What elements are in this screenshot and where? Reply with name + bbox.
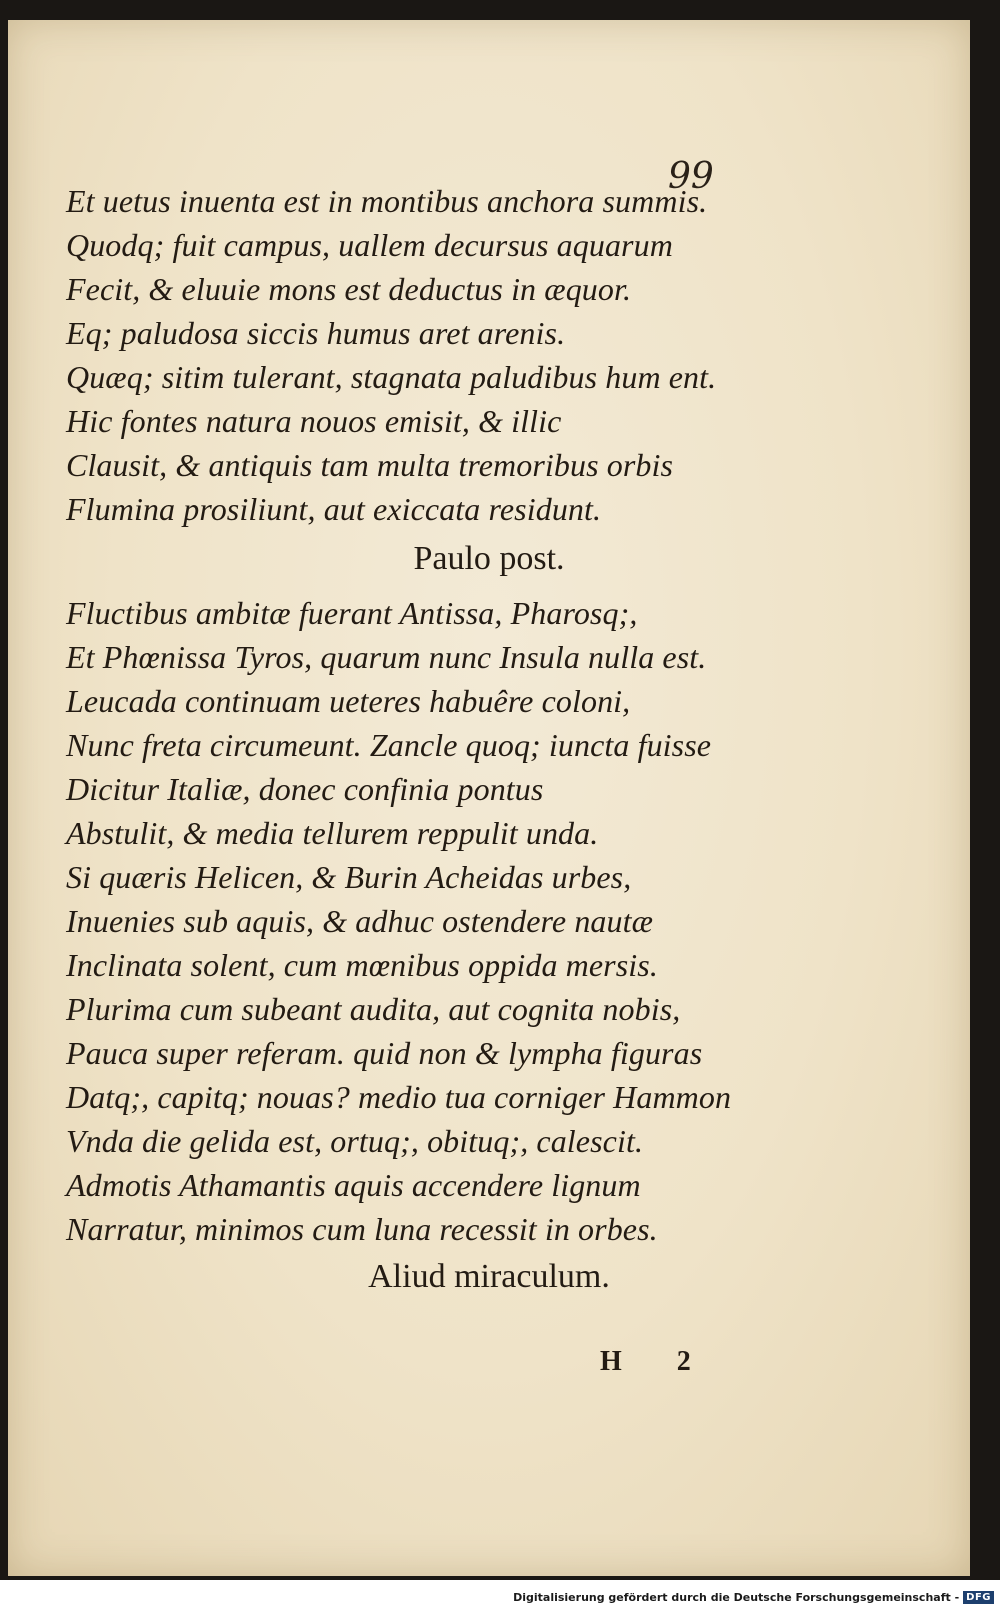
verse-line: Eq; paludosa siccis humus aret arenis. [66, 315, 566, 351]
dfg-logo-icon: DFG [963, 1591, 994, 1604]
verse-line: Leucada continuam ueteres habuêre coloni, [66, 683, 631, 719]
verse-line: Fluctibus ambitæ fuerant Antissa, Pharosq;, [66, 595, 638, 631]
verse-line: Narratur, minimos cum luna recessit in orbes. [66, 1211, 658, 1247]
verse-line: Vnda die gelida est, ortuq;, obituq;, calescit. [66, 1123, 644, 1159]
folio-number: 99 [668, 156, 714, 197]
verse-line: Quæq; sitim tulerant, stagnata paludibus hum ent. [66, 359, 717, 395]
verse-line: Inuenies sub aquis, & adhuc ostendere nautæ [66, 903, 654, 939]
verse-line: Nunc freta circumeunt. Zancle quoq; iuncta fuisse [66, 727, 712, 763]
verse-line: Dicitur Italiæ, donec confinia pontus [66, 771, 544, 807]
verse-line: Fecit, & eluuie mons est deductus in æquor. [66, 271, 632, 307]
verse-line: Admotis Athamantis aquis accendere lignum [66, 1167, 641, 1203]
section-heading-aliud-miraculum: Aliud miraculum. [368, 1258, 610, 1295]
verse-line: Et uetus inuenta est in montibus anchora summis. [66, 183, 708, 219]
verse-line: Hic fontes natura nouos emisit, & illic [66, 403, 562, 439]
verse-line: Clausit, & antiquis tam multa tremoribus orbis [66, 447, 674, 483]
section-heading-paulo-post: Paulo post. [413, 540, 565, 577]
verse-line: Datq;, capitq; nouas? medio tua corniger Hammon [66, 1079, 732, 1115]
verse-line: Flumina prosiliunt, aut exiccata residunt. [66, 491, 602, 527]
verse-line: Abstulit, & media tellurem reppulit unda. [66, 815, 599, 851]
funding-footer [513, 1591, 994, 1604]
verse-line: Inclinata solent, cum mœnibus oppida mersis. [66, 947, 658, 983]
verse-line: Et Phœnissa Tyros, quarum nunc Insula nulla est. [66, 639, 707, 675]
verse-line: Plurima cum subeant audita, aut cognita nobis, [66, 991, 681, 1027]
verse-line: Pauca super referam. quid non & lympha figuras [66, 1035, 703, 1071]
verse-line: Si quæris Helicen, & Burin Acheidas urbes, [66, 859, 632, 895]
book-page [8, 20, 970, 1576]
signature-mark: H 2 [600, 1346, 715, 1377]
footer-text: Digitalisierung gefördert durch die Deutsche Forschungsgemeinschaft - [513, 1591, 960, 1604]
verse-line: Quodq; fuit campus, uallem decursus aquarum [66, 227, 673, 263]
